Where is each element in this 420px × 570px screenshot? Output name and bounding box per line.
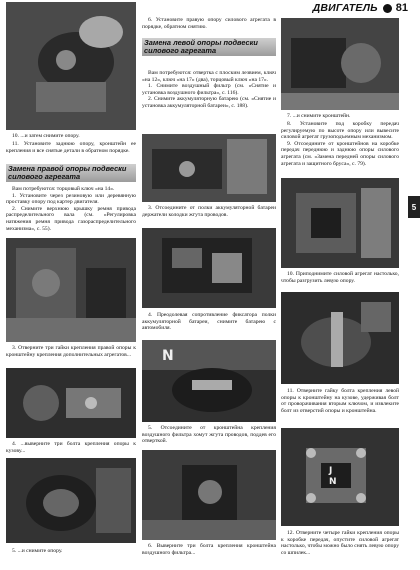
caption-5-left: 5. Отсоедините от кронштейна крепления воздушного фильтра хомут жгута проводов, поддев его отверткой. (142, 425, 276, 445)
caption-5-right: 5. ...и снимите опору. (12, 548, 63, 554)
photo-remove-rear-mount (6, 2, 136, 130)
photo-bracket-removed (281, 18, 399, 110)
caption-11-left: 11. Отверните гайку болта крепления левой опоры к кронштейну на кузове, удерживая болт от проворачивания вторым ключом, и извлеките болт из отверстий опоры и кронштейна. (281, 388, 399, 414)
chapter-tab: 5 (408, 196, 420, 218)
caption-10: 10. ...и затем снимите опору. (12, 133, 80, 139)
caption-3-right: 3. Отверните три гайки крепления правой опоры к кронштейну крепления дополнительных агрегатов... (6, 345, 136, 358)
column-middle (142, 0, 276, 570)
caption-4-right: 4. ...выверните три болта крепления опоры к кузову... (6, 441, 136, 454)
column-right (281, 0, 399, 570)
caption-10-left: 10. Приподнимите силовой агрегат настолько, чтобы разгрузить левую опору. (281, 271, 399, 284)
caption-12-left: 12. Отверните четыре гайки крепления опоры к коробке передач, опустите силовой агрегат настолько, чтобы можно было снять левую опору со шпилек... (281, 530, 399, 556)
photo-left-mount-nuts (281, 428, 399, 526)
photo-right-mount-nuts (6, 238, 136, 342)
caption-6-left: 6. Выверните три болта крепления кронштейна воздушного фильтра... (142, 543, 276, 556)
caption-3-left: 3. Отсоедините от полки аккумуляторной батареи держатели колодки жгута проводов. (142, 205, 276, 218)
photo-air-filter-bracket (142, 450, 276, 540)
svg-text:N: N (162, 348, 174, 364)
caption-4-left: 4. Преодолевая сопротивление фиксатора полки аккумуляторной батареи, снимите батарею с автомобиля. (142, 312, 276, 332)
photo-right-mount-bolts (6, 368, 136, 438)
svg-text:J: J (329, 466, 333, 476)
intro-right-mount: Вам потребуются: торцовый ключ «на 14». 1. Установите через резиновую или деревянную проставку опору под картер двигателя. 2. Снимите верхнюю крышку ремня привода распределительного вала (см. «Регулировка натяжения ремня привода газораспределительного механизма», с. 55). (6, 186, 136, 232)
section-heading-left-mount: Замена левой опоры подвески силового агрегата (142, 38, 276, 56)
column-left (6, 0, 136, 570)
photo-battery-shelf (142, 134, 276, 202)
section-heading-right-mount: Замена правой опоры подвески силового агрегата (6, 164, 136, 182)
caption-6-right: 6. Установите правую опору силового агрегата в порядке, обратном снятию. (142, 17, 276, 30)
caption-7: 7. ...и снимите кронштейн. (287, 113, 351, 119)
section-title: ДВИГАТЕЛЬ (312, 2, 378, 14)
intro-left-mount: Вам потребуются: отвертка с плоским лезвием, ключ «на 12», ключ «на 17» (два), торцовый ключ «на 17». 1. Снимите воздушный фильтр (см. «Снятие и установка воздушного фильтра», с. 116). 2. Снимите аккумуляторную батарею (см. «Снятие и установка аккумуляторной батареи», с. 188). (142, 70, 276, 109)
caption-8-9: 8. Установите под коробку передач регулируемую по высоте опору или вывесите силовой агрегат грузоподъемным механизмом. 9. Отсоедините от кронштейнов на коробке передач переднюю и заднюю опоры силового агрегата (см. «Замена передней опоры силового агрегата и защитного бруса», с. 79). (281, 121, 399, 167)
svg-text:N: N (329, 477, 337, 487)
page-number: 81 (395, 2, 408, 14)
photo-left-mount-bolt (281, 292, 399, 384)
caption-11: 11. Установите заднюю опору, кронштейн ее крепления и все снятые детали в обратном порядке. (6, 141, 136, 154)
photo-battery-removal (142, 228, 276, 308)
photo-harness-clamp (142, 340, 276, 422)
photo-raise-engine (281, 178, 399, 268)
photo-right-mount-removed (6, 458, 136, 543)
